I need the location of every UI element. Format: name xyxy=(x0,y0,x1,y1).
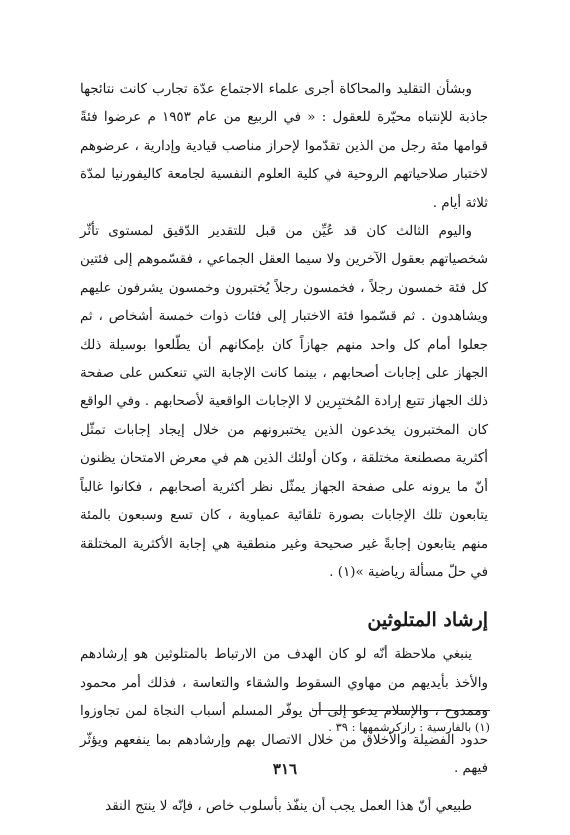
section-paragraph-1: ينبغي ملاحظة أنّه لو كان الهدف من الارتباط بالمتلوثين هو إرشادهم والأخذ بأيديهم من مهاوي السقوط والشقاء والتعاسة ، فذلك أمر محمود وممدوح ، والإسلام يدعو إلى أن يوفّر المسلم أسباب النجاة لمن تجاوزوا حدود الفضيلة والأخلاق من خلال الاتصال بهم وإرشادهم بما ينفعهم ويؤثّر فيهم . xyxy=(80,647,488,776)
page-number: ٣١٦ xyxy=(272,760,298,778)
section-heading: إرشاد المتلوثين xyxy=(367,609,488,632)
body-paragraph-1: وبشأن التقليد والمحاكاة أجرى علماء الاجتماع عدّة تجارب كانت نتائجها جاذبة للإنتباه محيّرة للعقول : « في الربيع من عام ١٩٥٣ م عرضوا فئةً قوامها مئة رجل من الذين تقدّموا لإحراز مناصب قيادية وإدارية ، عرضوهم لاختبار صلاحياتهم الروحية في كلية العلوم النفسية لجامعة كاليفورنيا لمدّة ثلاثة أيام . xyxy=(80,82,489,211)
footnote: (١) بالفارسية : رازكرشمهها : ٣٩ . xyxy=(328,720,490,734)
section-paragraph-2: طبيعي أنّ هذا العمل يجب أن ينفّذ بأسلوب خاص ، فإنّه لا ينتج النقد xyxy=(105,799,472,815)
body-paragraph-2: واليوم الثالث كان قد عُيِّن من قبل للتقدير الدّقيق لمستوى تأثّر شخصياتهم بعقول الآخرين ولا سيما العقل الجماعي ، فقسّموهم إلى فئتين كل فئة خمسون رجلاً ، فخمسون رجلاً يُختبرون وخمسون يشرفون عليهم ويشاهدون . ثم قسّموا فئة الاختبار إلى فئات ذوات خمسة أشخاص ، ثم جعلوا أمام كل واحد منهم جهازاً كان بإمكانهم أن يطّلعوا بوسيلة ذلك الجهاز على إجابات أصحابهم ، بينما كانت الإجابة التي تنعكس على صفحة ذلك الجهاز تتبع إرادة المُختبِرين لا الإجابات الواقعية لأصحابهم . وفي الواقع كان المختبرون يخدعون الذين يختبرونهم من خلال إيجاد إجابات تمثّل أكثرية مصطنعة مختلقة ، وكان أولئك الذين هم في معرض الامتحان يظنون أنّ ما يرونه على صفحة الجهاز يمثّل نظر أكثرية أصحابهم ، فكانوا غالباً يتابعون تلك الإجابات بصورة تلقائية عمياوية ، كان تسع وسبعون بالمئة منهم يتابعون إجابةً غير صحيحة وغير منطقية هي إجابة الأكثرية المختلقة في حلّ مسألة رياضية »(١) . xyxy=(80,224,488,580)
footnote-divider xyxy=(312,710,490,711)
